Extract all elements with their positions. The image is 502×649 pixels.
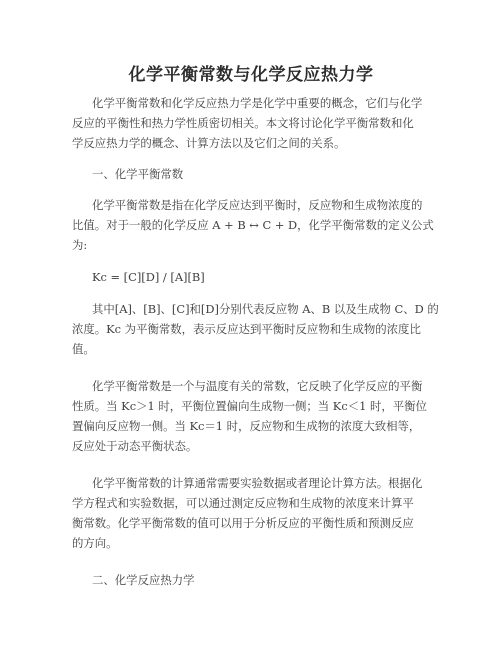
equilibrium-formula: Kc = [C][D] / [A][B]: [92, 270, 205, 284]
intro-paragraph: [72, 93, 432, 153]
text-line: 化学平衡常数和化学反应热力学是化学中重要的概念，它们与化学: [92, 96, 423, 110]
section-heading-2: 二、化学反应热力学: [92, 573, 195, 587]
text-line: 反应处于动态平衡状态。: [72, 439, 198, 453]
section1-paragraph-1: [72, 195, 432, 255]
text-line: 学反应热力学的概念、计算方法以及它们之间的关系。: [72, 136, 346, 150]
text-line: 性质。当 Kc＞1 时，平衡位置偏向生成物一侧；当 Kc＜1 时，平衡位: [72, 399, 427, 413]
document-title: 化学平衡常数与化学反应热力学: [128, 65, 374, 85]
text-line: 其中[A]、[B]、[C]和[D]分别代表反应物 A、B 以及生成物 C、D 的: [92, 302, 439, 316]
text-line: 化学平衡常数的计算通常需要实验数据或者理论计算方法。根据化: [92, 476, 423, 490]
section1-paragraph-2: [72, 299, 439, 359]
text-line: 学方程式和实验数据，可以通过测定反应物和生成物的浓度来计算平: [72, 496, 414, 510]
text-line: 为:: [72, 238, 88, 252]
text-line: 比值。对于一般的化学反应 A + B ↔ C + D，化学平衡常数的定义公式: [72, 218, 434, 232]
section-heading-1: 一、化学平衡常数: [92, 167, 184, 181]
section1-paragraph-4: [72, 473, 432, 553]
text-line: 化学平衡常数是指在化学反应达到平衡时，反应物和生成物浓度的: [92, 198, 423, 212]
text-line: 值。: [72, 342, 95, 356]
section1-paragraph-3: [72, 376, 432, 456]
text-line: 置偏向反应物一侧。当 Kc＝1 时，反应物和生成物的浓度大致相等，: [72, 419, 421, 433]
text-line: 的方向。: [72, 536, 118, 550]
text-line: 化学平衡常数是一个与温度有关的常数，它反映了化学反应的平衡: [92, 379, 423, 393]
text-line: 浓度。Kc 为平衡常数，表示反应达到平衡时反应物和生成物的浓度比: [72, 322, 421, 336]
text-line: 衡常数。化学平衡常数的值可以用于分析反应的平衡性质和预测反应: [72, 516, 414, 530]
text-line: 反应的平衡性和热力学性质密切相关。本文将讨论化学平衡常数和化: [72, 116, 414, 130]
